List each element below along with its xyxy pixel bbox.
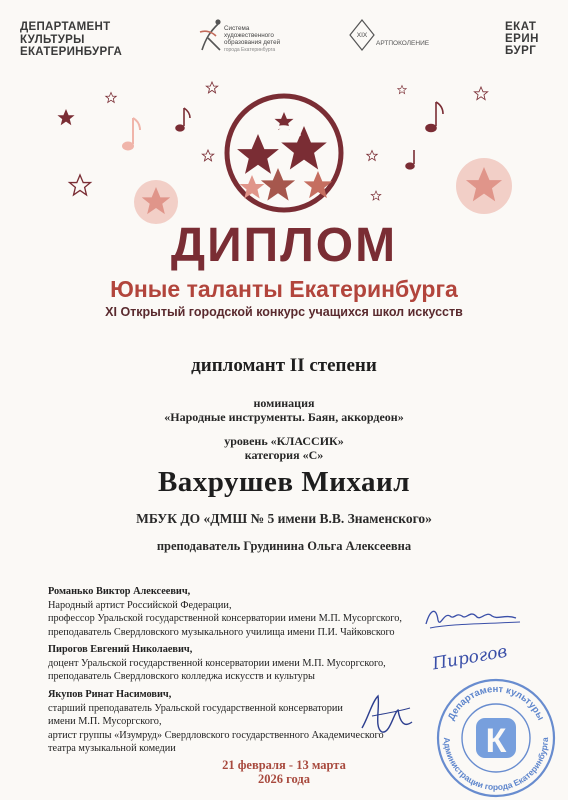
star-outline-icon <box>371 191 381 200</box>
ekb-line-3: БУРГ <box>505 45 537 57</box>
jury-title-line: преподаватель Свердловского музыкального училища имени П.И. Чайковского <box>48 626 395 638</box>
star-outline-icon <box>70 175 91 195</box>
star-outline-icon <box>206 82 217 93</box>
ekb-logo <box>505 21 539 57</box>
stamp-letter: К <box>485 722 507 760</box>
art-system-line-4: города Екатеринбурга <box>224 46 276 53</box>
participant-name: Вахрушев Михаил <box>157 466 411 498</box>
diamond-icon <box>348 18 376 52</box>
signature-romanko <box>420 598 530 638</box>
jury-title-line: имени М.П. Мусоргского, <box>48 716 162 727</box>
jury-name: Пирогов Евгений Николаевич, <box>48 644 193 655</box>
jury-title-line: артист группы «Изумруд» Свердловского государственного Академического <box>48 729 384 741</box>
department-logo <box>20 21 122 59</box>
jury-title-line: профессор Уральской государственной консерватории имени М.П. Мусоргского, <box>48 613 402 624</box>
date-year: 2026 года <box>258 772 310 786</box>
nomination-label: номинация <box>253 396 315 410</box>
generation-roman: XIX <box>356 32 368 39</box>
stamp-bottom-text: Администрации города Екатеринбурга <box>441 737 551 793</box>
ekb-line-1: ЕКАТ <box>505 21 537 33</box>
art-system-line-2: художественного <box>224 32 274 40</box>
nomination-value: «Народные инструменты. Баян, аккордеон» <box>164 410 404 424</box>
signature-pirogov: Пирогов <box>430 641 509 675</box>
category: категория «С» <box>244 448 324 462</box>
jury-member <box>48 585 468 639</box>
diploma-degree: дипломант II степени <box>191 355 377 376</box>
department-line-3: ЕКАТЕРИНБУРГА <box>20 46 123 58</box>
stamp-top-text: Департамент культуры <box>445 683 547 723</box>
contest-subtitle: Юные таланты Екатеринбурга <box>110 276 458 302</box>
jury-title-line: преподаватель Свердловского колледжа искусств и культуры <box>48 671 315 682</box>
signature-yakupov <box>352 688 422 746</box>
date-range: 21 февраля - 13 марта <box>222 758 346 772</box>
decorations <box>0 60 568 230</box>
jury-title-line: доцент Уральской государственной консерватории имени М.П. Мусоргского, <box>48 657 386 669</box>
jury-name: Романько Виктор Алексеевич, <box>48 586 191 597</box>
jury-title-line: старший преподаватель Уральской государственной консерватории <box>48 702 343 714</box>
jury-title-line: театра музыкальной комедии <box>48 743 176 754</box>
music-note-icon <box>123 118 140 150</box>
school-name: МБУК ДО «ДМШ № 5 имени В.В. Знаменского» <box>136 511 432 526</box>
art-system-line-3: образования детей <box>224 39 281 47</box>
contest-emblem <box>227 96 341 210</box>
ekb-line-2: ЕРИН <box>505 33 539 45</box>
level: уровень «КЛАССИК» <box>224 434 344 448</box>
music-note-icon <box>176 108 190 131</box>
star-outline-icon <box>106 93 116 103</box>
teacher-name: преподаватель Грудинина Ольга Алексеевна <box>156 539 412 553</box>
jury-member <box>48 643 468 684</box>
department-line-2: КУЛЬТУРЫ <box>20 33 85 46</box>
generation-label: АРТПОКОЛЕНИЕ <box>376 40 430 47</box>
star-outline-icon <box>474 87 487 100</box>
art-system-line-1: Система <box>224 25 250 32</box>
diploma-title: ДИПЛОМ <box>170 219 398 272</box>
art-system-logo <box>198 16 328 60</box>
dancer-icon <box>198 16 224 56</box>
star-outline-icon <box>202 150 213 161</box>
star-outline-icon <box>398 86 407 94</box>
jury-name: Якупов Ринат Насимович, <box>48 689 172 700</box>
svg-text:Департамент культуры <box>446 684 546 722</box>
music-note-icon <box>426 102 443 132</box>
star-icon <box>57 109 74 125</box>
department-line-1: ДЕПАРТАМЕНТ <box>20 21 111 33</box>
music-note-icon <box>406 150 414 169</box>
jury-title-line: Народный артист Российской Федерации, <box>48 599 232 611</box>
contest-name: XI Открытый городской конкурс учащихся школ искусств <box>105 305 463 319</box>
star-outline-icon <box>367 151 377 161</box>
artpokolenie-logo <box>348 18 428 60</box>
contest-dates <box>0 758 568 786</box>
